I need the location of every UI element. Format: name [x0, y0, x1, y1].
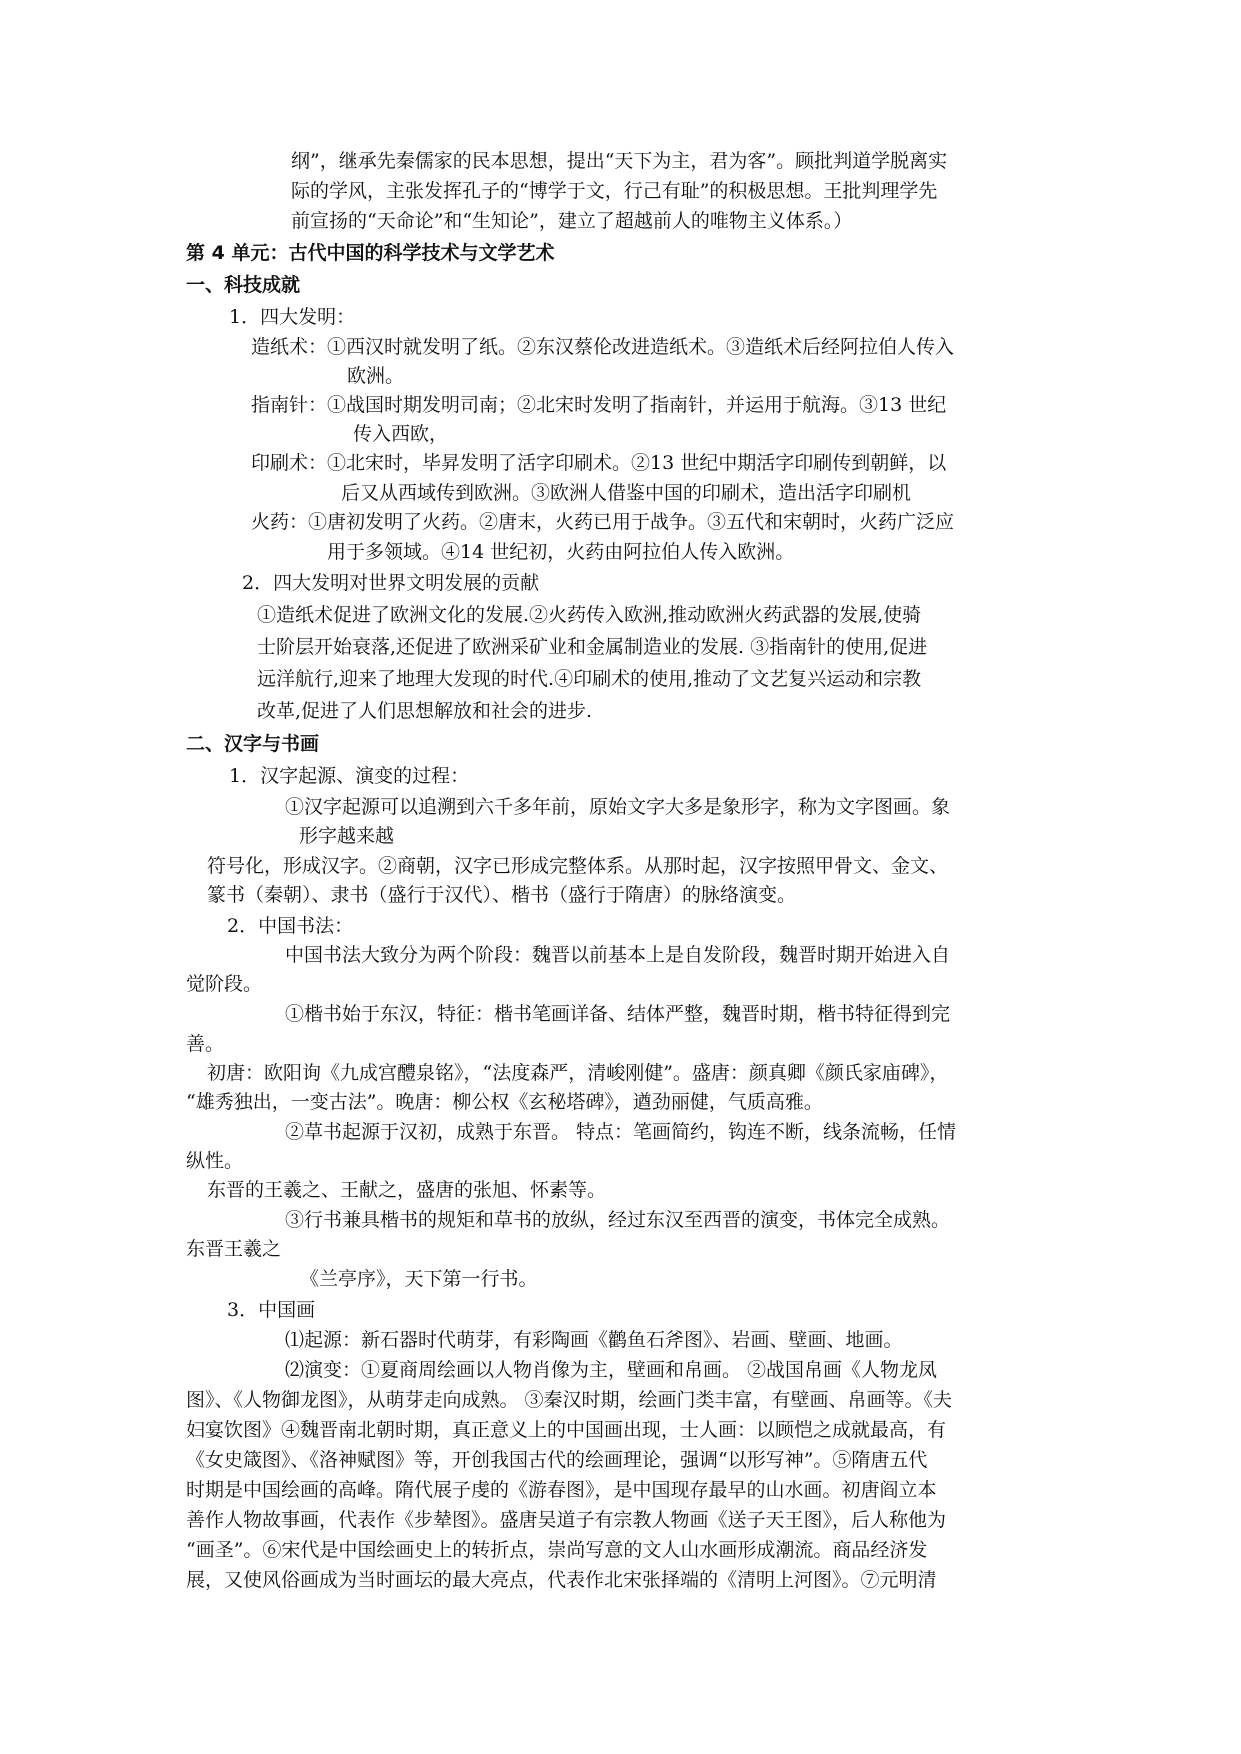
kaishu-line-4: “雄秀独出，一变古法”。晚唐：柳公权《玄秘塔碑》，遒劲丽健，气质高雅。	[186, 1091, 823, 1113]
intro-line-3: 前宣扬的“天命论”和“生知论”，建立了超越前人的唯物主义体系。）	[291, 210, 853, 232]
contribution-line-3: 远洋航行,迎来了地理大发现的时代.④印刷术的使用,推动了文艺复兴运动和宗教	[257, 668, 922, 690]
kaishu-line-1: ①楷书始于东汉，特征：楷书笔画详备、结体严整，魏晋时期，楷书特征得到完	[285, 1003, 951, 1025]
section1-title: 一、科技成就	[186, 274, 301, 296]
painting-line-3: 图》、《人物御龙图》，从萌芽走向成熟。 ③秦汉时期，绘画门类丰富，有壁画、帛画等。《夫	[186, 1389, 953, 1411]
powder-line-2: 用于多领域。④14 世纪初，火药由阿拉伯人传入欧洲。	[327, 541, 795, 563]
painting-line-4: 妇宴饮图》④魏晋南北朝时期，真正意义上的中国画出现，士人画：以顾恺之成就最高，有	[186, 1419, 947, 1441]
calligraphy-line-1: 中国书法大致分为两个阶段：魏晋以前基本上是自发阶段，魏晋时期开始进入自	[285, 944, 951, 966]
contribution-line-1: ①造纸术促进了欧洲文化的发展.②火药传入欧洲,推动欧洲火药武器的发展,使骑	[257, 604, 922, 626]
paper-line-2: 欧洲。	[347, 365, 405, 387]
print-line-2: 后又从西域传到欧洲。③欧洲人借鉴中国的印刷术，造出活字印刷机	[341, 482, 912, 504]
xingshu-line-1: ③行书兼具楷书的规矩和草书的放纵，经过东汉至西晋的演变，书体完全成熟。	[285, 1209, 951, 1231]
paper-line-1: 造纸术：①西汉时就发明了纸。②东汉蔡伦改进造纸术。③造纸术后经阿拉伯人传入	[251, 336, 955, 358]
painting-line-2: ⑵演变：①夏商周绘画以人物肖像为主，壁画和帛画。 ②战国帛画《人物龙凤	[285, 1359, 938, 1381]
painting-line-7: 善作人物故事画，代表作《步辇图》。盛唐吴道子有宗教人物画《送子天王图》，后人称他为	[186, 1509, 947, 1531]
origin-line-1: ①汉字起源可以追溯到六千多年前，原始文字大多是象形字，称为文字图画。象	[285, 796, 951, 818]
caoshu-line-1: ②草书起源于汉初，成熟于东晋。 特点：笔画简约，钩连不断，线条流畅，任情	[285, 1121, 957, 1143]
inventions-heading: 1．四大发明：	[229, 306, 356, 328]
origin-line-2: 形字越来越	[299, 825, 395, 847]
kaishu-line-2: 善。	[186, 1033, 225, 1055]
compass-line-2: 传入西欧，	[353, 423, 449, 445]
kaishu-line-3: 初唐：欧阳询《九成宫醴泉铭》，“法度森严，清峻刚健”。盛唐：颜真卿《颜氏家庙碑》，	[207, 1062, 949, 1084]
contribution-line-4: 改革,促进了人们思想解放和社会的进步.	[257, 700, 593, 722]
calligraphy-heading: 2．中国书法：	[227, 915, 354, 937]
section2-title: 二、汉字与书画	[186, 733, 320, 755]
painting-line-6: 时期是中国绘画的高峰。隋代展子虔的《游春图》，是中国现存最早的山水画。初唐阎立本	[186, 1479, 937, 1501]
painting-line-5: 《女史箴图》、《洛神赋图》等，开创我国古代的绘画理论，强调“以形写神”。⑤隋唐五代	[186, 1449, 928, 1471]
xingshu-line-2: 东晋王羲之	[186, 1238, 282, 1260]
painting-line-9: 展，又使风俗画成为当时画坛的最大亮点，代表作北宋张择端的《清明上河图》。⑦元明清	[186, 1569, 937, 1591]
caoshu-line-3: 东晋的王羲之、王献之，盛唐的张旭、怀素等。	[207, 1179, 607, 1201]
intro-line-2: 际的学风，主张发挥孔子的“博学于文，行己有耻”的积极思想。王批判理学先	[291, 180, 938, 202]
origin-heading: 1．汉字起源、演变的过程：	[229, 765, 470, 787]
xingshu-line-3: 《兰亭序》，天下第一行书。	[300, 1268, 538, 1290]
painting-line-8: “画圣”。⑥宋代是中国绘画史上的转折点，崇尚写意的文人山水画形成潮流。商品经济发	[186, 1539, 928, 1561]
caoshu-line-2: 纵性。	[186, 1150, 244, 1172]
print-line-1: 印刷术：①北宋时，毕昇发明了活字印刷术。②13 世纪中期活字印刷传到朝鲜，以	[251, 452, 947, 474]
intro-line-1: 纲”，继承先秦儒家的民本思想，提出“天下为主，君为客”。顾批判道学脱离实	[291, 150, 948, 172]
contribution-line-2: 士阶层开始衰落,还促进了欧洲采矿业和金属制造业的发展. ③指南针的使用,促进	[257, 636, 928, 658]
contribution-heading: 2．四大发明对世界文明发展的贡献	[242, 572, 540, 594]
unit-title: 第 4 单元：古代中国的科学技术与文学艺术	[186, 242, 555, 264]
origin-line-4: 篆书（秦朝）、隶书（盛行于汉代）、楷书（盛行于隋唐）的脉络演变。	[207, 884, 797, 906]
painting-heading: 3．中国画	[227, 1299, 316, 1321]
painting-line-1: ⑴起源：新石器时代萌芽，有彩陶画《鹳鱼石斧图》、岩画、壁画、地画。	[285, 1329, 903, 1351]
powder-line-1: 火药：①唐初发明了火药。②唐末，火药已用于战争。③五代和宋朝时，火药广泛应	[251, 511, 955, 533]
calligraphy-line-2: 觉阶段。	[186, 973, 263, 995]
origin-line-3: 符号化，形成汉字。②商朝，汉字已形成完整体系。从那时起，汉字按照甲骨文、金文、	[207, 855, 949, 877]
compass-line-1: 指南针：①战国时期发明司南；②北宋时发明了指南针，并运用于航海。③13 世纪	[251, 394, 947, 416]
